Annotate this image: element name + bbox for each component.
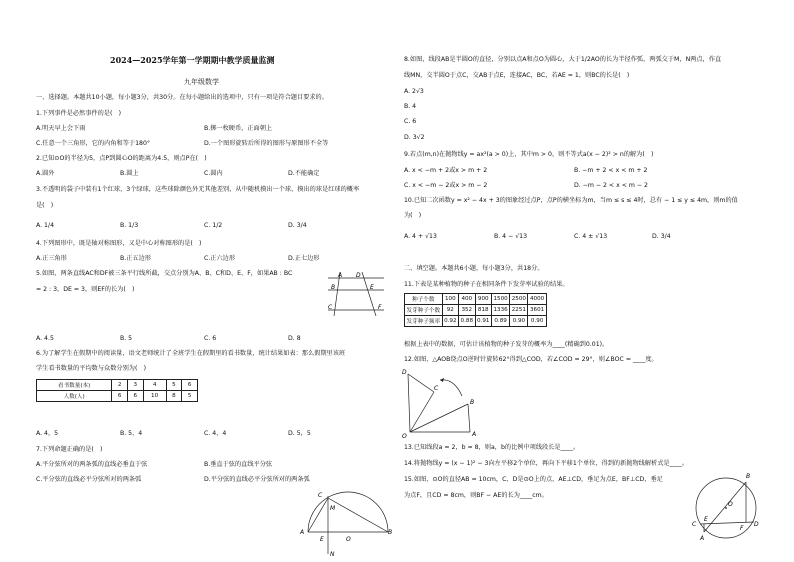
fig5-label: D [356,272,361,279]
table-cell: 1500 [491,294,509,305]
option: D. 3/4 [288,222,307,229]
option: C. 6 [404,118,417,125]
table-q6 [36,379,198,402]
option: D. 8 [288,335,301,342]
option: D.正七边形 [288,255,320,262]
figure-q8-semicircle [300,490,395,558]
option: A. 4.5 [36,335,54,342]
option: C.圆内 [204,170,223,177]
table-row [405,294,547,305]
fig8-label: B [388,529,393,536]
option: D. 5，5 [288,430,311,437]
table-cell: 4000 [528,294,546,305]
option: D. 3√2 [404,134,425,141]
question-text: 15.如图，⊙O的直径AB = 10cm，C、D是⊙O上的点，AE⊥CD，垂足为点E，BF⊥CD，垂足 [404,476,663,483]
table-row [37,391,198,402]
fig5-label: A [338,272,343,279]
question-text: 12.如图，△AOB绕点O逆时针旋转62°得到△COD，若∠COD = 29°，则∠BOC = ____度。 [404,356,658,363]
fig8-label: N [330,551,335,558]
table-cell: 6 [127,391,143,402]
section-heading: 一、选择题。本题共10小题，每小题3分，共30分。在每小题给出的选项中，只有一项是符合题目要求的。 [36,94,328,101]
table-cell: 900 [475,294,491,305]
fig12-label: B [470,399,475,406]
fig15-label: A [700,535,705,542]
table-cell: 818 [475,305,491,316]
fig8-label: C [318,492,323,499]
fig5-label: C [328,304,333,311]
question-text: 9.若点(m,n)在抛物线y = ax²(a > 0)上，其中m > 0，则不等式a(x − 2)² > n的解为( ) [404,151,654,158]
table-cell: 0.88 [459,316,475,327]
question-text: 是( ) [36,202,54,209]
table-cell: 10 [143,391,166,402]
table-cell: 0.92 [442,316,458,327]
figure-q15-circle [690,468,762,544]
table-cell: 400 [459,294,475,305]
option: C. x < −m − 2或x > m − 2 [404,182,488,189]
fig8-label: O [346,536,351,543]
option: C. 4 ± √13 [574,233,608,240]
section-heading: 二、填空题。本题共6小题，每小题3分，共18分。 [404,265,544,272]
question-text: 13.已知线段a = 2，b = 8，则a，b的比例中项线段长是____。 [404,444,580,451]
question-text: 5.如图，两条直线AC和DF被三条平行线所截，交点分别为A、B、C和D、E、F，如果AB : BC [36,270,293,277]
fig8-label: A [300,529,305,536]
page-title: 2024—2025学年第一学期期中教学质量监测 [110,55,275,65]
table-cell: 0.89 [491,316,509,327]
option: C. 6 [204,335,217,342]
question-text: 学生看书数量的平均数与众数分别为( ) [36,365,147,372]
table-row [405,305,547,316]
option: D. 3/4 [652,233,671,240]
table-cell: 0.91 [475,316,491,327]
option: A. 1/4 [36,222,55,229]
fig5-label: E [370,284,374,291]
table-cell: 5 [166,380,182,391]
table-cell: 发芽种子频率 [405,316,443,327]
table-cell: 看书数量(本) [37,380,112,391]
table-cell: 8 [166,391,182,402]
option: C.正六边形 [204,255,236,262]
table-cell: 0.90 [528,316,546,327]
option: C.平分弦的直线必平分弦所对的两条弧 [36,476,142,483]
option: B.圆上 [120,170,139,177]
fig5-label: F [378,304,382,311]
option: A.平分弦所对的两条弧的直线必垂直于弦 [36,461,148,468]
table-cell: 2 [112,380,128,391]
fig15-label: B [746,473,751,480]
question-text: 7.下列命题正确的是( ) [36,446,103,453]
question-text: 根据上表中的数据，可估计该植物的种子发芽的概率为____(精确到0.01)。 [404,341,609,348]
option: A. 4 + √13 [404,233,437,240]
table-cell: 2500 [510,294,528,305]
option: C.任意一个三角形，它的内角和等于180° [36,140,151,147]
table-cell: 6 [112,391,128,402]
option: A.正三角形 [36,255,67,262]
table-q11 [404,293,547,327]
fig12-label: O [402,433,407,440]
table-cell: 5 [182,391,198,402]
table-cell: 人数(人) [37,391,112,402]
question-text: 4.下列图形中，既是轴对称图形，又是中心对称图形的是( ) [36,240,202,247]
table-cell: 发芽种子个数 [405,305,443,316]
fig12-label: A [472,431,477,438]
option: D.一个图形旋转后所得的图形与原图形不全等 [204,140,329,147]
option: B. 5，4 [120,430,143,437]
option: B. 5 [120,335,133,342]
option: B.掷一枚硬币，正面朝上 [204,125,273,132]
table-row [405,316,547,327]
page-subtitle: 九年级数学 [184,78,219,86]
question-text: 3.不透明的袋子中装有1个红球，3个绿球，这些球除颜色外无其他差别，从中随机摸出一个球，摸出的球是红球的概率 [36,186,360,193]
question-text: 14.将抛物线y = (x − 1)² − 3向左平移2个单位，再向下平移1个单位，得到的新抛物线解析式是____。 [404,460,689,467]
fig12-label: D [402,369,407,376]
option: B.正五边形 [120,255,151,262]
question-text: 8.如图，线段AB是半圆O的直径，分别以点A和点O为圆心，大于1/2AO的长为半径作弧，两弧交于M，N两点，作直 [404,56,722,63]
option: C. 1/2 [204,222,223,229]
table-cell: 3601 [528,305,546,316]
question-text: 为( ) [404,212,422,219]
fig15-label: C [692,521,697,528]
option: A. 4，5 [36,430,59,437]
option: A. 2√3 [404,88,424,95]
option: D.不能确定 [288,170,320,177]
option: B. 4 [404,103,417,110]
table-cell: 92 [442,305,458,316]
option: B. −m + 2 < x < m + 2 [574,167,648,174]
table-cell: 0.90 [510,316,528,327]
option: A.圆外 [36,170,55,177]
table-cell: 3 [127,380,143,391]
table-cell: 100 [442,294,458,305]
fig15-label: O [728,501,733,508]
option: B. 4 − √13 [494,233,528,240]
fig8-label: M [330,505,336,512]
question-text: 为点F，且CD = 8cm，则BF − AE的长为____cm。 [404,492,548,499]
table-row [37,380,198,391]
fig12-label: C [434,385,439,392]
fig8-label: E [320,536,324,543]
option: C. 4，4 [204,430,227,437]
table-cell: 4 [143,380,166,391]
fig15-label: F [740,525,744,532]
option: A.明天早上会下雨 [36,125,86,132]
question-text: 10.已知二次函数y = x² − 4x + 3的图象经过点P，点P的横坐标为m，当m ≤ s ≤ 4时，总有 − 1 ≤ y ≤ 4m，则m的值 [404,197,738,204]
figure-q12-rotation [402,366,482,438]
table-cell: 352 [459,305,475,316]
table-cell: 6 [182,380,198,391]
question-text: 1.下列事件是必然事件的是( ) [36,110,121,117]
table-cell: 2251 [510,305,528,316]
fig5-label: B [331,284,336,291]
option: A. x < −m + 2或x > m + 2 [404,167,488,174]
question-text: 2.已知⊙O的半径为5，点P到圆心O的距离为4.5，则点P在( ) [36,155,207,162]
question-text: 线MN，交半圆O于点C，交AB于点E，连接AC，BC，若AE = 1，则BC的长是( ) [404,72,630,79]
question-text: 11.下表是某种植物的种子在相同条件下发芽率试验的结果。 [404,281,569,288]
table-cell: 种子个数 [405,294,443,305]
option: B. 1/3 [120,222,139,229]
fig15-label: D [754,521,759,528]
question-text: 6.为了解学生在假期中的阅读量，语文老师统计了全班学生在假期里的看书数量，统计结果如表：那么假期里该班 [36,350,346,357]
table-cell: 1336 [491,305,509,316]
fig15-label: E [704,516,708,523]
figure-q5-parallel-lines [326,270,386,320]
option: D. −m − 2 < x < m − 2 [574,182,648,189]
option: D.平分弦的直线必平分弦所对的两条弧 [204,476,310,483]
option: B.垂直于弦的直线平分弦 [204,461,273,468]
question-text: = 2 : 3，DE = 3，则EF的长为( ) [36,286,135,293]
